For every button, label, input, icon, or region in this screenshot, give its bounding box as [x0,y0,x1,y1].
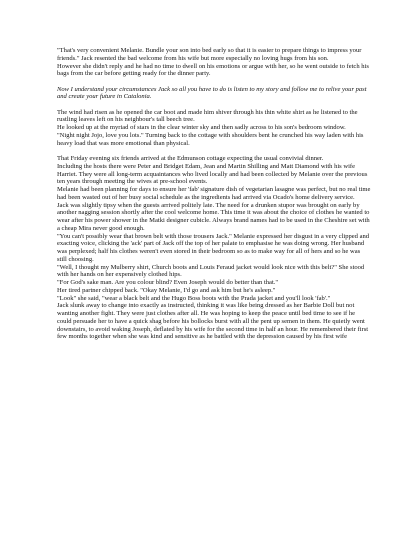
italic-paragraph: Now I understand your circumstances Jack so all you have to do is listen to my story and follow me to relive your past and create your future in Catalonia. [57,85,367,101]
paragraph-gap [57,101,371,109]
paragraph: "Well, I thought my Mulberry shirt, Church boots and Louis Feraud jacket would look nice with this belt?" She stood with her hands on her expensively clothed hips. [57,263,365,279]
paragraph-gap [57,147,371,155]
paragraph-gap [57,78,371,86]
document-body [57,47,371,341]
paragraph: The wind had risen as he opened the car boot and made him shiver through his thin white shirt as he listened to the rustling leaves left on his neighbour's tall beech tree. [57,108,358,124]
paragraph: "You can't possibly wear that brown belt with those trousers Jack." Melanie expressed her disgust in a very clipped and exacting voice, clicking the 'ack' part of Jack off the top of her palate to emphasise he was doing wrong. Her husband was perplexed; half his clothes weren't even stored in their bedroom so as to make way for all of hers and so he was still choosing. [57,232,370,263]
paragraph: That Friday evening six friends arrived at the Edmunson cottage expecting the usual convivial dinner. [57,155,324,163]
paragraph: Her tired partner chipped back. "Okay Melanie, I'd go and ask him but he's asleep." [57,286,276,294]
paragraph: "Look" she said, "wear a black belt and the Hugo Boss boots with the Prada jacket and you'll look 'fab'." [57,294,331,302]
paragraph: "For God's sake man. Are you colour blind? Even Joseph would do better than that." [57,279,279,287]
paragraph: Jack slunk away to change into exactly as instructed, thinking it was like being dressed as her Barbie Doll but not wanting another fight. They were just clothes after all. He was hoping to keep the peace until bed time to see if he could persuade her to have a quick shag before his bollocks burst with all the pent up semen in them. He quietly went downstairs, to avoid waking Joseph, deflated by his wife for the second time in half an hour. He remembered their first few months together when she was kind and sensitive as he battled with the depression caused by his first wife [57,302,369,341]
paragraph: "That's very convenient Melanie. Bundle your son into bed early so that it is easier to prepare things to impress your friends." Jack resented the bad welcome from his wife but more especially no loving hugs from his son. [57,47,362,62]
paragraph: Including the hosts there were Peter and Bridget Edam, Jean and Martin Shilling and Matt Diamond with his wife Harriet. They were all long-term acquaintances who lived locally and had been collected by Melanie over the previous ten years through meeting the wives at pre-school events. [57,162,368,186]
paragraph: Jack was slightly tipsy when the guests arrived politely late. The need for a drunken stupor was brought on early by another nagging session shortly after the cool welcome home. This time it was about the choice of clothes he wanted to wear after his power shower in the Matki designer cubicle. Always brand names had to be used in the Cheshire set with a cheap Mira never good enough. [57,201,370,232]
paragraph: "Night night Jojo, love you lots." Turning back to the cottage with shoulders bent he crunched his way laden with his heavy load that was more emotional than physical. [57,131,364,147]
paragraph: He looked up at the myriad of stars in the clear winter sky and then sadly across to his son's bedroom window. [57,124,346,132]
paragraph: Melanie had been planning for days to ensure her 'fab' signature dish of vegetarian lasagne was perfect, but no real time had been wasted out of her busy social schedule as the ingredients had arrived via Ocado's home delivery service. [57,186,371,201]
paragraph: However she didn't reply and he had no time to dwell on his emotions or argue with her, so he went outside to fetch his bags from the car before getting ready for the dinner party. [57,62,369,78]
